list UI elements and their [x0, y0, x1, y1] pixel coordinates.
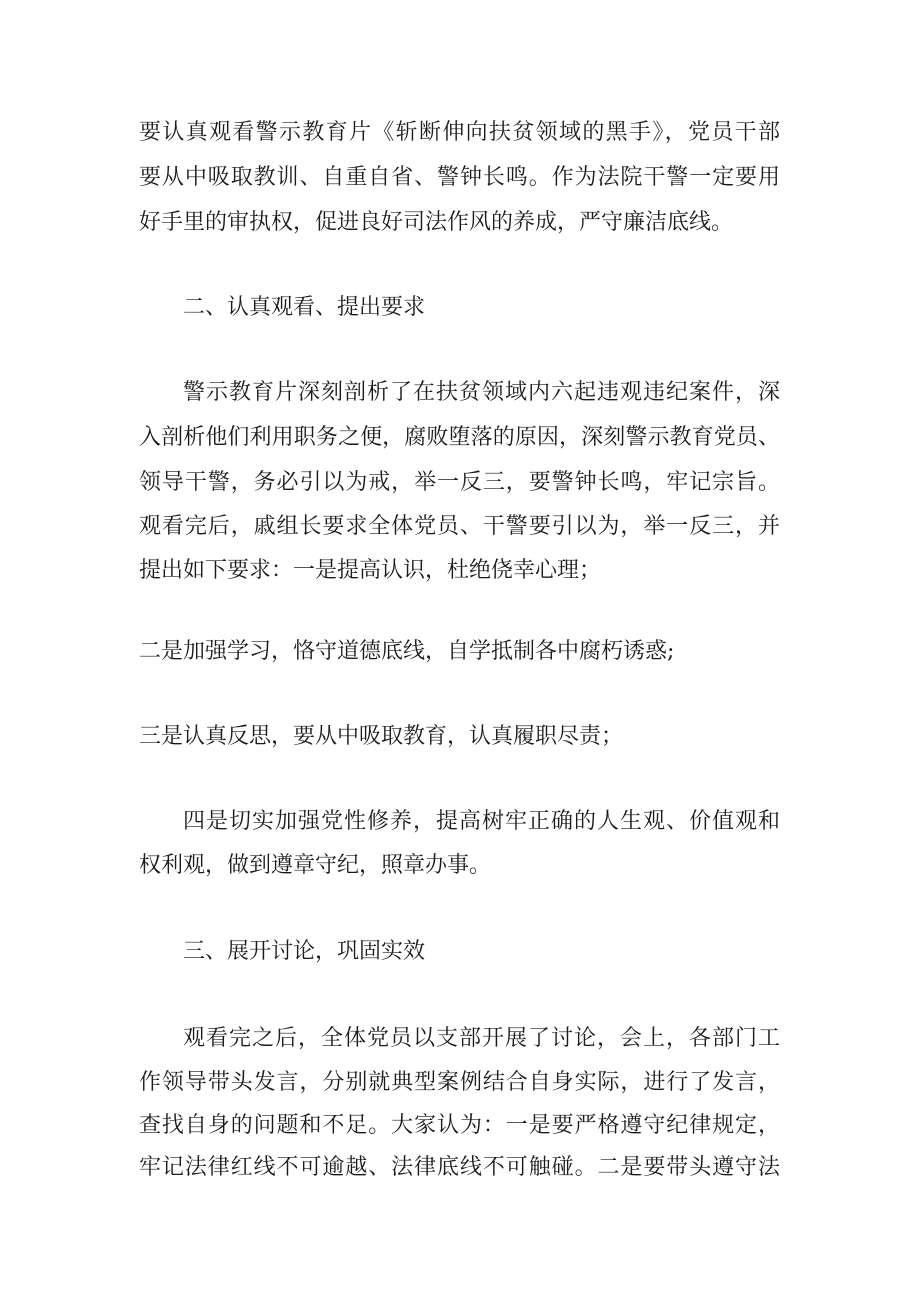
paragraph-6-line-2: 作领导带头发言，分别就典型案例结合自身实际，进行了发言，	[139, 1070, 780, 1095]
paragraph-2-line-2: 入剖析他们利用职务之便，腐败堕落的原因，深刻警示教育党员、	[139, 425, 780, 450]
paragraph-6-line-1: 观看完之后，全体党员以支部开展了讨论，会上，各部门工	[183, 1026, 780, 1051]
paragraph-2-line-4: 观看完后，戚组长要求全体党员、干警要引以为，举一反三，并	[139, 514, 780, 539]
paragraph-1-line-1: 要认真观看警示教育片《斩断伸向扶贫领域的黑手》，党员干部	[139, 120, 780, 145]
paragraph-1-line-2: 要从中吸取教训、自重自省、警钟长鸣。作为法院干警一定要用	[139, 165, 780, 190]
paragraph-1-line-3: 好手里的审执权，促进良好司法作风的养成，严守廉洁底线。	[139, 210, 734, 235]
paragraph-5-line-2: 权利观，做到遵章守纪，照章办事。	[139, 853, 492, 878]
paragraph-2-line-3: 领导干警，务必引以为戒，举一反三，要警钟长鸣，牢记宗旨。	[139, 470, 780, 495]
paragraph-2-line-5: 提出如下要求：一是提高认识，杜绝侥幸心理；	[139, 558, 602, 583]
paragraph-6-line-3: 查找自身的问题和不足。大家认为：一是要严格遵守纪律规定，	[139, 1113, 780, 1138]
paragraph-2-line-1: 警示教育片深刻剖析了在扶贫领域内六起违观违纪案件，深	[183, 380, 780, 405]
paragraph-6-line-4: 牢记法律红线不可逾越、法律底线不可触碰。二是要带头遵守法	[139, 1155, 780, 1180]
paragraph-4-line-1: 三是认真反思，要从中吸取教育，认真履职尽责；	[139, 724, 624, 749]
paragraph-5-line-1: 四是切实加强党性修养，提高树牢正确的人生观、价值观和	[183, 809, 780, 834]
section-heading-2: 二、认真观看、提出要求	[183, 295, 426, 320]
paragraph-3-line-1: 二是加强学习，恪守道德底线，自学抵制各中腐朽诱惑;	[139, 639, 675, 664]
section-heading-3: 三、展开讨论，巩固实效	[183, 939, 426, 964]
